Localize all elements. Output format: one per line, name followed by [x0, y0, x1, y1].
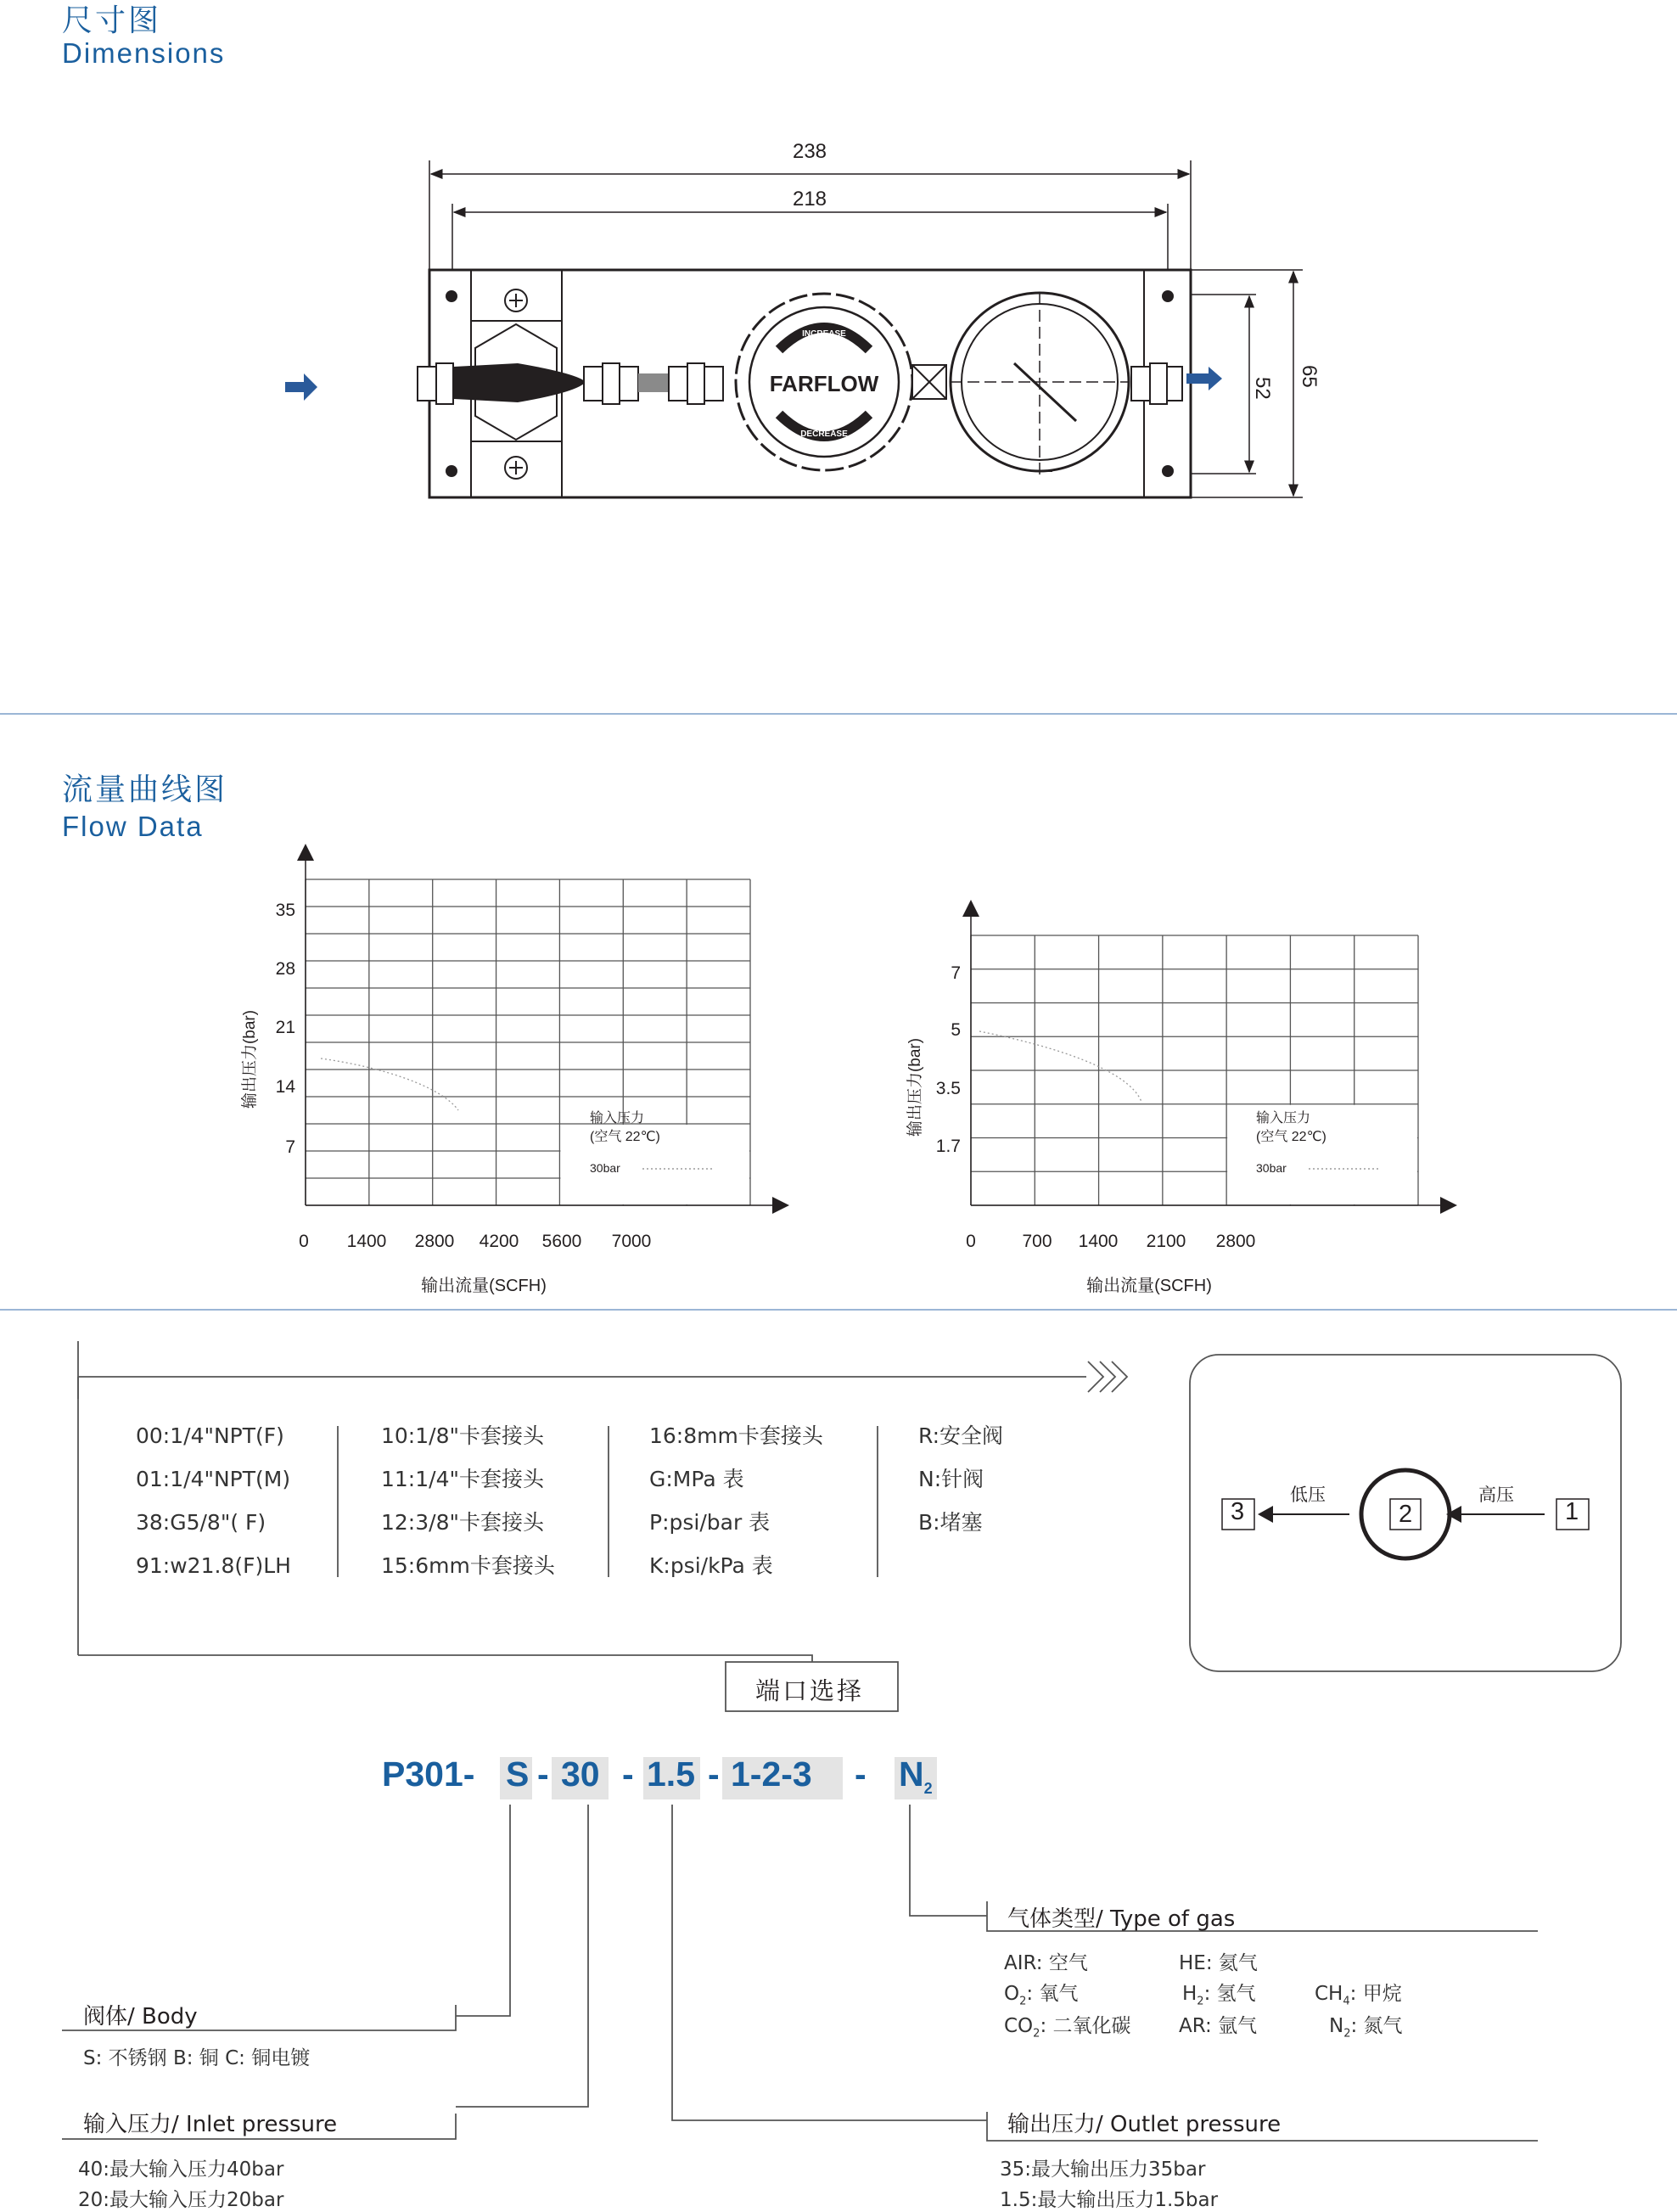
port-2: 2	[1399, 1501, 1413, 1528]
gas-h2: $H_2$: 氢气	[1182, 1983, 1256, 2008]
flow-charts	[0, 815, 1677, 1307]
section-divider	[0, 713, 1677, 715]
inlet-arrow	[285, 373, 317, 401]
port-code: 16:8mm卡套接头	[649, 1423, 823, 1448]
x-tick-label: 1400	[346, 1232, 387, 1251]
y-tick-label: 3.5	[935, 1079, 961, 1098]
model-ports: 1-2-3	[731, 1754, 812, 1794]
legend-title: 输入压力	[1256, 1111, 1311, 1126]
model-sep: -	[708, 1754, 720, 1794]
x-tick-label: 0	[299, 1232, 309, 1251]
section-divider-2	[0, 1309, 1677, 1311]
outlet-line: 1.5:最大输出压力1.5bar	[1000, 2189, 1219, 2211]
x-tick-label: 5600	[541, 1232, 582, 1251]
inlet-title: 输入压力/ Inlet pressure	[83, 2112, 338, 2137]
port-code: R:安全阀	[918, 1423, 1004, 1448]
dim-65: 65	[1298, 365, 1321, 388]
knob-increase: INCREASE	[802, 329, 846, 339]
model-sep: -	[855, 1754, 867, 1794]
x-tick-label: 4200	[479, 1232, 519, 1251]
gas-he: HE: 氦气	[1179, 1952, 1258, 1974]
x-tick-label: 700	[1022, 1232, 1052, 1251]
x-axis-label: 输出流量(SCFH)	[1086, 1277, 1212, 1295]
port-col-1	[136, 1414, 291, 1587]
port-col-2	[381, 1414, 555, 1587]
x-tick-label: 1400	[1078, 1232, 1119, 1251]
gas-air: AIR: 空气	[1004, 1952, 1088, 1974]
flow-title-en: Flow Data	[62, 811, 204, 842]
port-1: 1	[1565, 1498, 1579, 1525]
knob-decrease: DECREASE	[800, 429, 848, 439]
y-axis-arrow	[962, 900, 979, 917]
model-prefix: P301-	[382, 1754, 475, 1794]
y-tick-label: 5	[951, 1020, 961, 1040]
port-3: 3	[1231, 1498, 1245, 1525]
model-outlet: 1.5	[647, 1754, 695, 1794]
port-code: 38:G5/8"( F)	[136, 1510, 266, 1535]
y-axis-label: 输出压力(bar)	[241, 1009, 259, 1109]
legend-sub: (空气 22℃)	[590, 1130, 660, 1144]
model-inlet: 30	[561, 1754, 600, 1794]
series-line	[979, 1031, 1141, 1102]
model-gas: $N_2$	[899, 1754, 933, 1798]
gas-o2: $O_2$: 氧气	[1004, 1983, 1079, 2008]
high-pressure-label: 高压	[1478, 1485, 1514, 1505]
port-code: 11:1/4"卡套接头	[381, 1467, 544, 1491]
outlet-title: 输出压力/ Outlet pressure	[1007, 2112, 1282, 2137]
port-code: 91:w21.8(F)LH	[136, 1553, 291, 1578]
port-selection-title: 端口选择	[755, 1676, 865, 1705]
inlet-line: 40:最大输入压力40bar	[78, 2159, 284, 2181]
model-body: S	[506, 1754, 530, 1794]
y-axis-label: 输出压力(bar)	[906, 1037, 924, 1137]
y-tick-label: 7	[285, 1137, 295, 1157]
y-tick-label: 35	[275, 901, 295, 920]
dimensions-title-cn: 尺寸图	[62, 3, 162, 38]
y-tick-label: 7	[951, 963, 961, 983]
y-tick-label: 14	[275, 1077, 295, 1097]
x-axis-label: 输出流量(SCFH)	[421, 1277, 547, 1295]
port-col-3	[649, 1414, 823, 1587]
port-col-4	[918, 1414, 1003, 1544]
x-tick-label: 0	[966, 1232, 976, 1251]
y-axis-arrow	[297, 844, 314, 861]
gas-ar: AR: 氩气	[1179, 2015, 1258, 2037]
legend-series: 30bar	[1256, 1161, 1287, 1175]
x-axis-arrow	[772, 1197, 789, 1214]
x-axis-arrow	[1440, 1197, 1457, 1214]
y-tick-label: 28	[275, 959, 295, 979]
dim-218: 218	[792, 188, 827, 211]
x-tick-label: 2800	[1215, 1232, 1256, 1251]
low-pressure-label: 低压	[1290, 1485, 1326, 1505]
y-tick-label: 21	[275, 1018, 295, 1037]
port-code: B:堵塞	[918, 1510, 983, 1535]
x-tick-label: 7000	[611, 1232, 652, 1251]
dimensions-title-en: Dimensions	[62, 37, 226, 69]
inlet-line: 20:最大输入压力20bar	[78, 2189, 284, 2211]
legend-title: 输入压力	[590, 1111, 645, 1126]
port-code: K:psi/kPa 表	[649, 1553, 773, 1578]
body-title: 阀体/ Body	[83, 2004, 198, 2030]
port-code: 01:1/4"NPT(M)	[136, 1467, 291, 1491]
port-code: 12:3/8"卡套接头	[381, 1510, 544, 1535]
port-code: 10:1/8"卡套接头	[381, 1423, 544, 1448]
body-desc: S: 不锈钢 B: 铜 C: 铜电镀	[83, 2047, 311, 2069]
flow-title-cn: 流量曲线图	[62, 772, 228, 807]
gas-ch4: $CH_4$: 甲烷	[1315, 1983, 1402, 2008]
x-tick-label: 2100	[1146, 1232, 1186, 1251]
gas-co2: $CO_2$: 二氧化碳	[1004, 2015, 1131, 2041]
model-sep: -	[622, 1754, 634, 1794]
legend-sub: (空气 22℃)	[1256, 1130, 1326, 1144]
outlet-line: 35:最大输出压力35bar	[1000, 2159, 1206, 2181]
port-code: 15:6mm卡套接头	[381, 1553, 555, 1578]
port-code: G:MPa 表	[649, 1467, 744, 1491]
port-code: 00:1/4"NPT(F)	[136, 1423, 284, 1448]
gas-n2: $N_2$: 氮气	[1329, 2015, 1403, 2041]
legend-series: 30bar	[590, 1161, 620, 1175]
port-code: N:针阀	[918, 1467, 984, 1491]
y-tick-label: 1.7	[935, 1137, 961, 1156]
model-sep: -	[537, 1754, 549, 1794]
dim-52: 52	[1251, 377, 1274, 400]
port-code: P:psi/bar 表	[649, 1510, 771, 1535]
gas-title: 气体类型/ Type of gas	[1007, 1906, 1236, 1932]
knob-brand: FARFLOW	[769, 371, 879, 396]
x-tick-label: 2800	[414, 1232, 455, 1251]
dim-238: 238	[792, 140, 827, 163]
dimension-drawing	[0, 0, 1677, 713]
series-line	[321, 1058, 458, 1110]
